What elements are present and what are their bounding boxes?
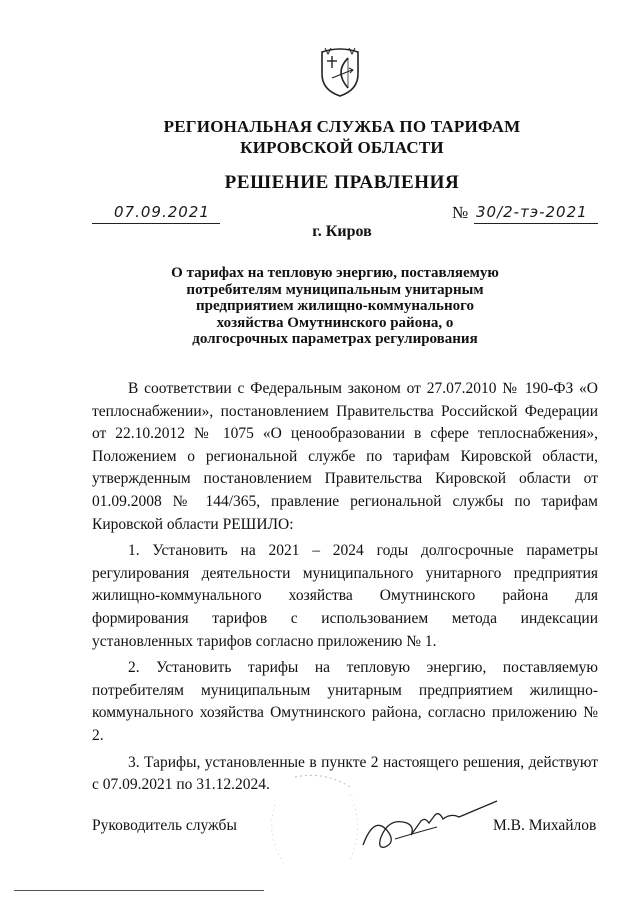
handwritten-signature bbox=[355, 793, 505, 853]
date-field bbox=[92, 201, 220, 224]
document-body bbox=[92, 378, 598, 801]
preamble-paragraph: В соответствии с Федеральным законом от 27.07.2010 № 190-ФЗ «О теплоснабжении», постановлением Правительства Российской Федерации от 22.10.2012 № 1075 «О ценообразовании в сфере теплоснабжения», Положением о региональной службе по тарифам Кировской области, утвержденным постановлением Правительства Кировской области от 01.09.2008 № 144/365, правление региональной службы по тарифам Кировской области РЕШИЛО: bbox=[92, 380, 598, 533]
number-label: № bbox=[452, 203, 469, 222]
coat-of-arms-icon bbox=[318, 44, 362, 98]
city-label: г. Киров bbox=[312, 223, 372, 240]
decision-item-2: 2. Установить тарифы на тепловую энергию, поставляемую потребителям муниципальным унитарным предприятием жилищно-коммунального хозяйства Омутнинского района, согласно приложению № 2. bbox=[92, 659, 598, 744]
signatory-name: М.В. Михайлов bbox=[493, 817, 597, 834]
handwritten-number: 30/2-тэ-2021 bbox=[476, 203, 588, 221]
document-type-title: РЕШЕНИЕ ПРАВЛЕНИЯ bbox=[224, 172, 460, 193]
document-subject: О тарифах на тепловую энергию, поставляемую потребителям муниципальным унитарным предприятием жилищно-коммунального хозяйства Омутнинского района, о долгосрочных параметрах регулирования bbox=[171, 265, 499, 347]
organization-name-line-2: КИРОВСКОЙ ОБЛАСТИ bbox=[240, 138, 444, 157]
signatory-role: Руководитель службы bbox=[92, 817, 237, 834]
number-field bbox=[474, 201, 598, 224]
footer-divider bbox=[14, 890, 264, 891]
decision-item-1: 1. Установить на 2021 – 2024 годы долгосрочные параметры регулирования деятельности муниципального унитарного предприятия жилищно-коммунального хозяйства Омутнинского района для формирования тарифов с использованием метода индексации установленных тарифов согласно приложению № 1. bbox=[92, 542, 598, 650]
handwritten-date: 07.09.2021 bbox=[114, 203, 210, 221]
organization-name-line-1: РЕГИОНАЛЬНАЯ СЛУЖБА ПО ТАРИФАМ bbox=[163, 117, 521, 136]
decision-item-3: 3. Тарифы, установленные в пункте 2 настоящего решения, действуют с 07.09.2021 по 31.12.2024. bbox=[92, 753, 598, 794]
